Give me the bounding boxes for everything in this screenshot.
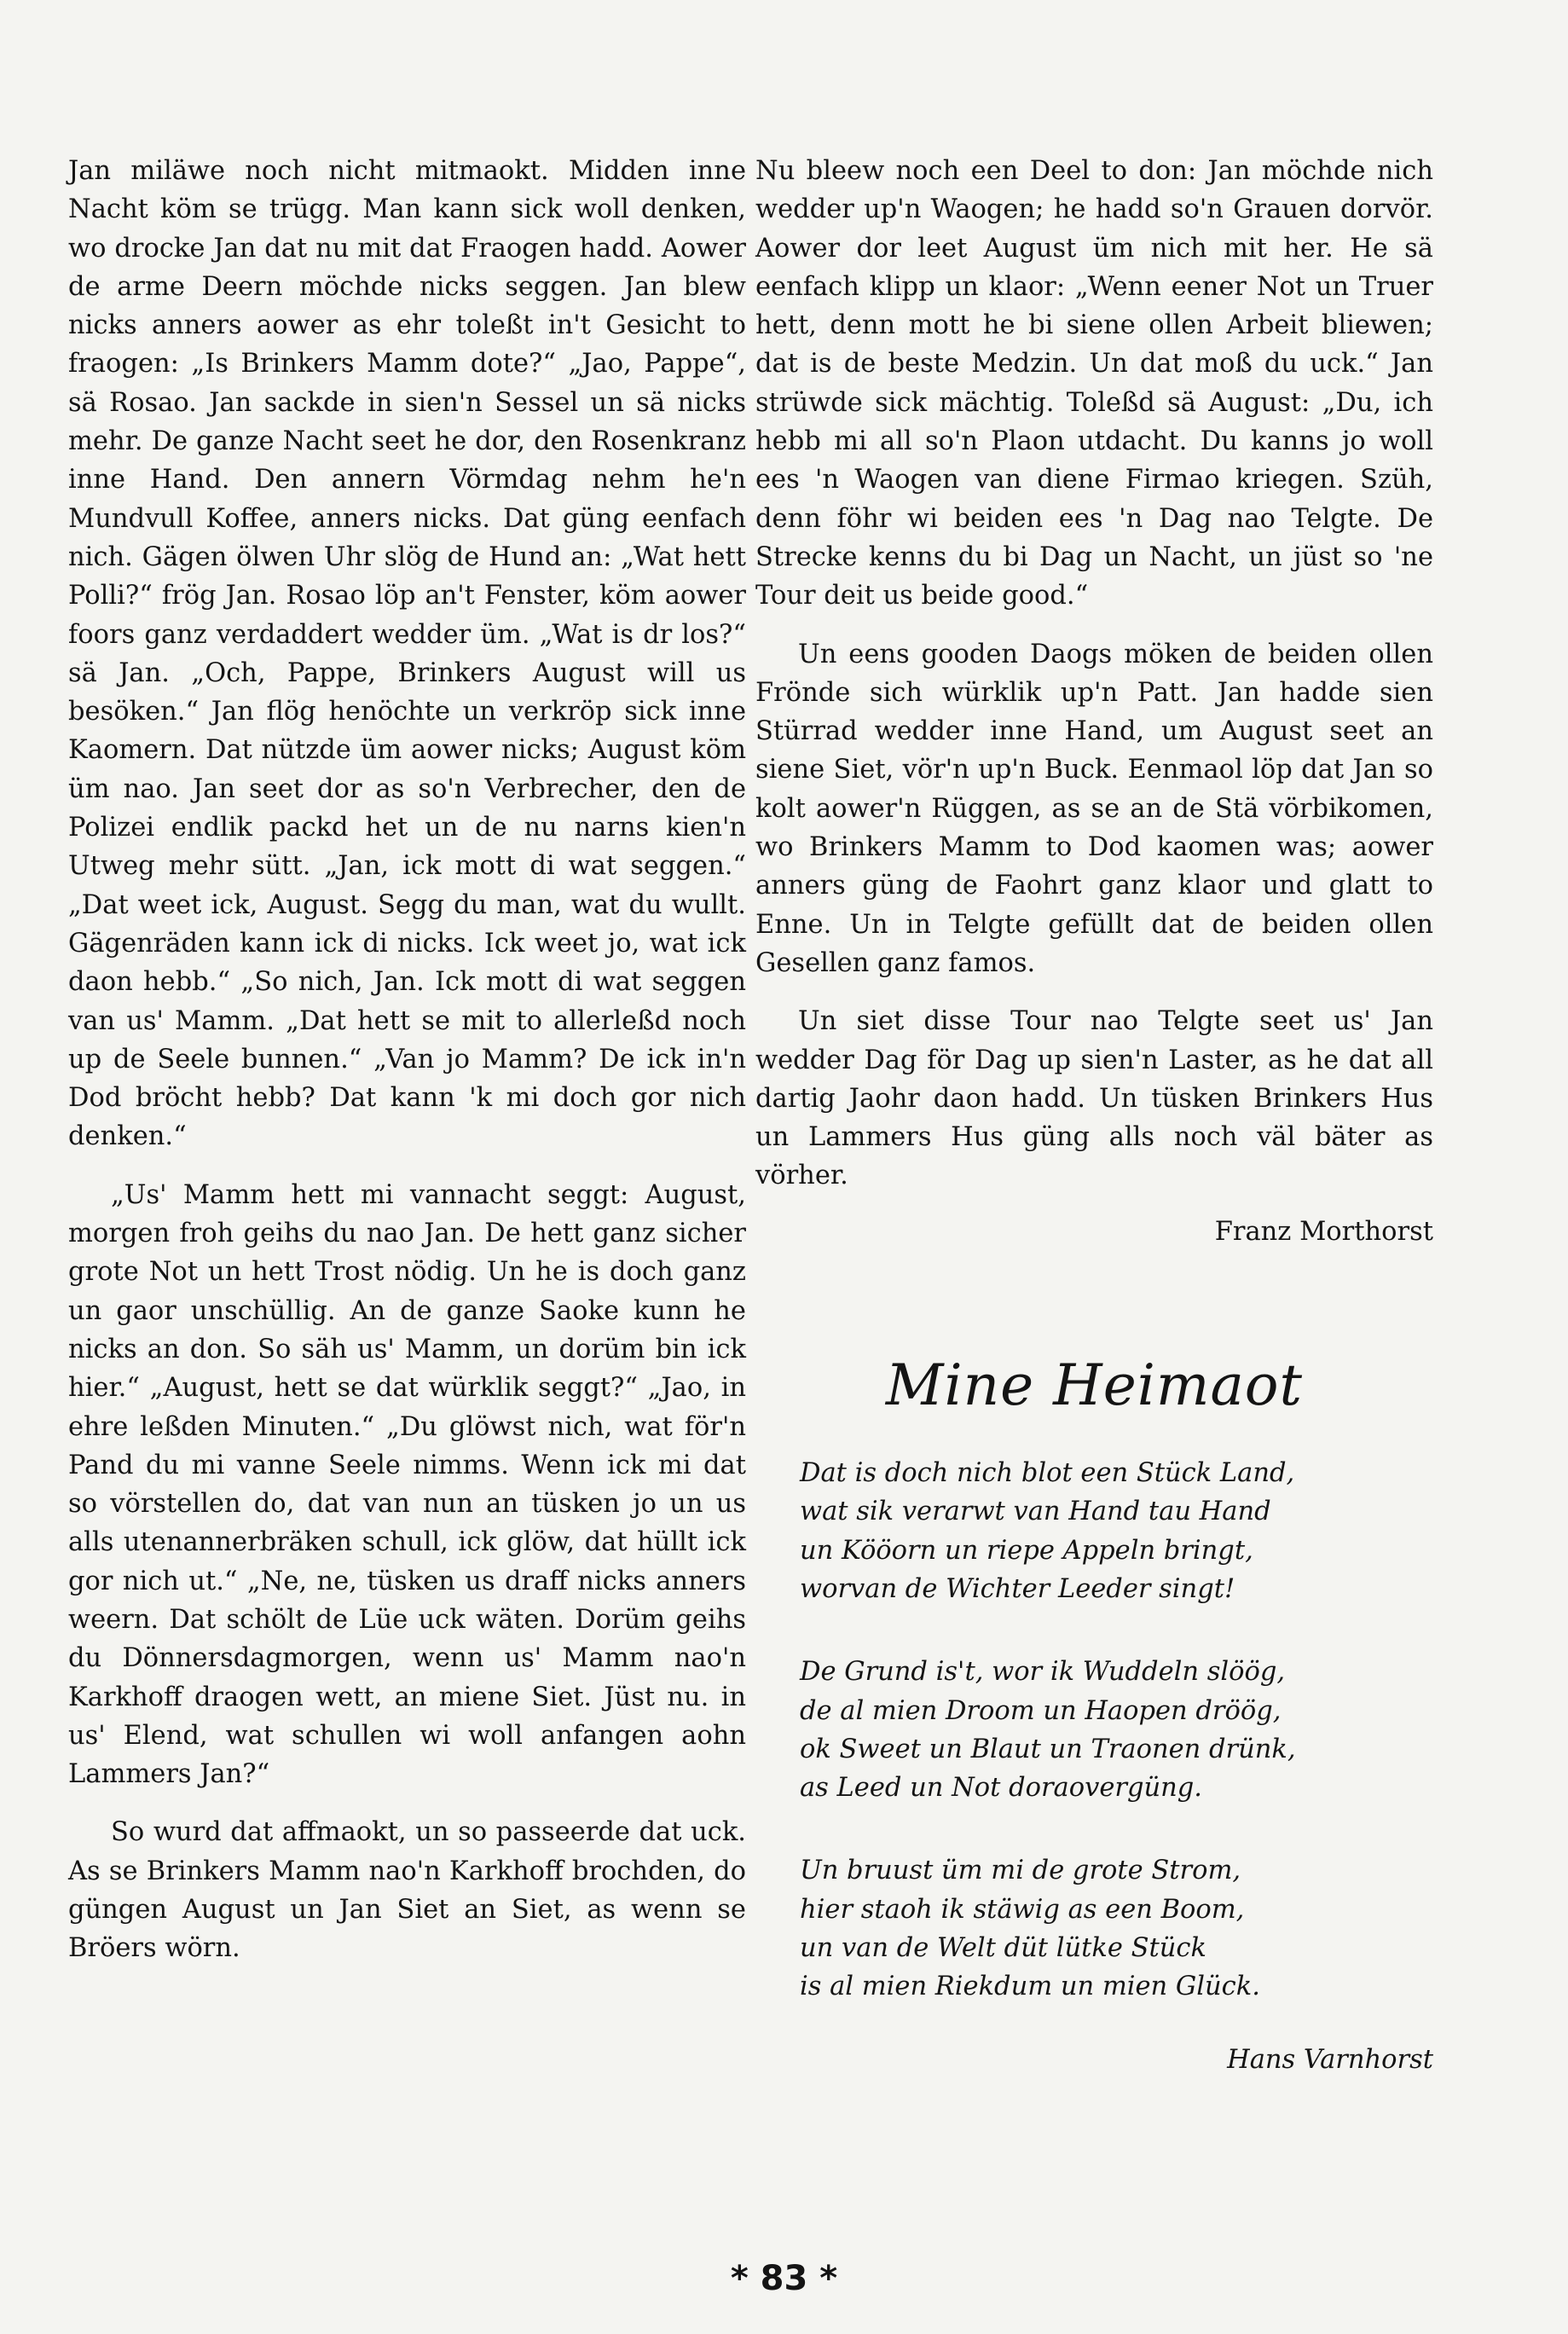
page-number: * 83 *: [730, 2259, 838, 2298]
poem: [755, 1454, 1433, 2007]
poem-line: un van de Welt düt lütke Stück: [800, 1932, 1206, 1963]
poem-stanza: [800, 1851, 1433, 2006]
paragraph: Un eens gooden Daogs möken de beiden ollen Frönde sich würklik up'n Patt. Jan hadde sien Stürrad wedder inne Hand, um August seet an siene Siet, vör'n up'n Buck. Eenmaol löp dat Jan so kolt aower'n Rüggen, as se an de Stä vörbikomen, wo Brinkers Mamm to Dod kaomen was; aower anners güng de Faohrt ganz klaor und glatt to Enne. Un in Telgte gefüllt dat de beiden ollen Gesellen ganz famos.: [755, 639, 1433, 978]
poem-line: un Kööorn un riepe Appeln bringt,: [800, 1535, 1253, 1566]
poem-stanza: [800, 1653, 1433, 1807]
paragraph: Un siet disse Tour nao Telgte seet us' Jan wedder Dag för Dag up sien'n Laster, as he dat all dartig Jaohr daon hadd. Un tüsken Brinkers Hus un Lammers Hus güng alls noch väl bäter as vörher.: [755, 1006, 1433, 1191]
poem-line: as Leed un Not doraovergüng.: [800, 1773, 1202, 1804]
poem-line: ok Sweet un Blaut un Traonen drünk,: [800, 1734, 1296, 1764]
poem-line: is al mien Riekdum un mien Glück.: [800, 1972, 1260, 2002]
paragraph: So wurd dat affmaokt, un so passeerde dat uck. As se Brinkers Mamm nao'n Karkhoff brochden, do güngen August un Jan Siet an Siet, as wenn se Bröers wörn.: [68, 1817, 746, 1964]
poem-line: hier staoh ik stäwig as een Boom,: [800, 1894, 1245, 1925]
left-column: [68, 152, 746, 1968]
paragraph: Nu bleew noch een Deel to don: Jan möchde nich wedder up'n Waogen; he hadd so'n Grauen dorvör. Aower dor leet August üm nich mit her. He sä eenfach klipp un klaor: „Wenn eener Not un Truer hett, denn mott he bi siene ollen Arbeit bliewen; dat is de beste Medzin. Un dat moß du uck.“ Jan strüwde sick mächtig. Toleßd sä August: „Du, ich hebb mi all so'n Plaon utdacht. Du kanns jo woll ees 'n Waogen van diene Firmao kriegen. Szüh, denn föhr wi beiden ees 'n Dag nao Telgte. De Strecke kenns du bi Dag un Nacht, un jüst so 'ne Tour deit us beide good.“: [755, 156, 1433, 611]
poem-stanza: [800, 1454, 1433, 1608]
paragraph: Jan miläwe noch nicht mitmaokt. Midden inne Nacht köm se trügg. Man kann sick woll denken, wo drocke Jan dat nu mit dat Fraogen hadd. Aower de arme Deern möchde nicks seggen. Jan blew nicks anners aower as ehr toleßt in't Gesicht to fraogen: „Is Brinkers Mamm dote?“ „Jao, Pappe“, sä Rosao. Jan sackde in sien'n Sessel un sä nicks mehr. De ganze Nacht seet he dor, den Rosenkranz inne Hand. Den annern Vörmdag nehm he'n Mundvull Koffee, anners nicks. Dat güng eenfach nich. Gägen ölwen Uhr slög de Hund an: „Wat hett Polli?“ frög Jan. Rosao löp an't Fenster, köm aower foors ganz verdaddert wedder üm. „Wat is dr los?“ sä Jan. „Och, Pappe, Brinkers August will us besöken.“ Jan flög henöchte un verkröp sick inne Kaomern. Dat nützde üm aower nicks; August köm üm nao. Jan seet dor as so'n Verbrecher, den de Polizei endlik packd het un de nu narns kien'n Utweg mehr sütt. „Jan, ick mott di wat seggen.“ „Dat weet ick, August. Segg du man, wat du wullt. Gägenräden kann ick di nicks. Ick weet jo, wat ick daon hebb.“ „So nich, Jan. Ick mott di wat seggen van us' Mamm. „Dat hett se mit to allerleßd noch up de Seele bunnen.“ „Van jo Mamm? De ick in'n Dod bröcht hebb? Dat kann 'k mi doch gor nich denken.“: [68, 156, 746, 1152]
poem-line: worvan de Wichter Leeder singt!: [800, 1573, 1235, 1604]
poem-line: Dat is doch nich blot een Stück Land,: [800, 1458, 1295, 1489]
poem-line: Un bruust üm mi de grote Strom,: [800, 1856, 1241, 1886]
paragraph: „Us' Mamm hett mi vannacht seggt: August, morgen froh geihs du nao Jan. De hett ganz sicher grote Not un hett Trost nödig. Un he is doch ganz un gaor unschüllig. An de ganze Saoke kunn he nicks an don. So säh us' Mamm, un dorüm bin ick hier.“ „August, hett se dat würklik seggt?“ „Jao, in ehre leßden Minuten.“ „Du glöwst nich, wat för'n Pand du mi vanne Seele nimms. Wenn ick mi dat so vörstellen do, dat van nun an tüsken jo un us alls utenannerbräken schull, ick glöw, dat hüllt ick gor nich ut.“ „Ne, ne, tüsken us draff nicks anners weern. Dat schölt de Lüe uck wäten. Dorüm geihs du Dönnersdagmorgen, wenn us' Mamm nao'n Karkhoff draogen wett, an miene Siet. Jüst nu. in us' Elend, wat schullen wi woll anfangen aohn Lammers Jan?“: [68, 1179, 746, 1790]
poem-line: De Grund is't, wor ik Wuddeln slöög,: [800, 1657, 1286, 1688]
poem-title: Mine Heimaot: [885, 1352, 1304, 1419]
poem-line: wat sik verarwt van Hand tau Hand: [800, 1497, 1271, 1527]
poem-author: Hans Varnhorst: [1227, 2044, 1433, 2075]
poem-line: de al mien Droom un Haopen dröög,: [800, 1695, 1282, 1726]
right-column: [755, 152, 1433, 2079]
story-author: Franz Morthorst: [1214, 1216, 1433, 1247]
